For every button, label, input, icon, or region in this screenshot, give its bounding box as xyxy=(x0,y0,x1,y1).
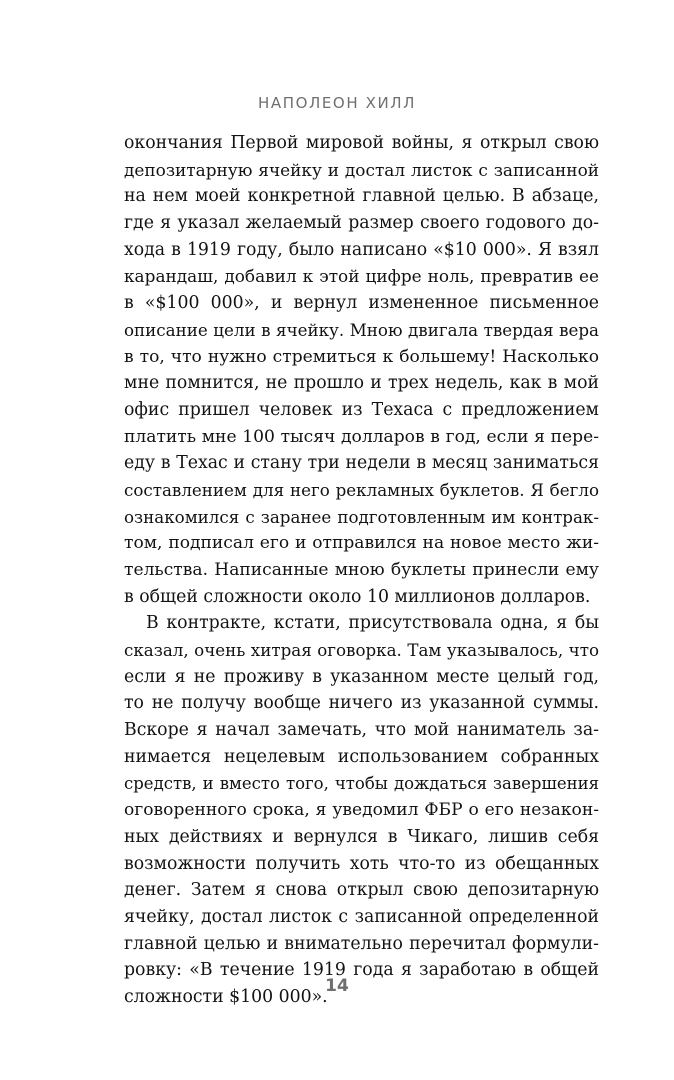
running-head: НАПОЛЕОН ХИЛЛ xyxy=(257,94,417,112)
text-line: том, подписал его и отправился на новое место жи- xyxy=(124,533,599,554)
text-line: возможности получить хоть что-то из обещанных xyxy=(124,853,599,874)
text-line: Вскоре я начал замечать, что мой наниматель за- xyxy=(124,720,599,741)
paragraph-2 xyxy=(124,610,599,1010)
text-line: в то, что нужно стремиться к большему! Насколько xyxy=(124,346,599,367)
text-line: оговоренного срока, я уведомил ФБР о его незакон- xyxy=(124,800,599,821)
text-line: карандаш, добавил к этой цифре ноль, превратив ее xyxy=(124,266,599,287)
text-line: хода в 1919 году, было написано «$10 000». Я взял xyxy=(124,239,599,260)
text-line: где я указал желаемый размер своего годового до- xyxy=(124,213,599,234)
text-line: тельства. Написанные мною буклеты принесли ему xyxy=(124,560,599,580)
text-line: составлением для него рекламных буклетов. Я бегло xyxy=(124,479,599,500)
text-line: описание цели в ячейку. Мною двигала твердая вера xyxy=(124,319,599,340)
text-line: платить мне 100 тысяч долларов в год, если я пере- xyxy=(124,426,599,447)
text-line: офис пришел человек из Техаса с предложением xyxy=(124,399,599,420)
text-line: сказал, очень хитрая оговорка. Там указывалось, что xyxy=(124,640,599,661)
text-line: еду в Техас и стану три недели в месяц заниматься xyxy=(124,453,599,474)
text-line: ровку: «В течение 1919 года я заработаю в общей xyxy=(124,960,599,981)
text-line: то не получу вообще ничего из указанной суммы. xyxy=(124,693,599,714)
text-line: ознакомился с заранее подготовленным им контрак- xyxy=(124,506,599,527)
text-line: мне помнится, не прошло и трех недель, как в мой xyxy=(124,373,599,394)
text-line: в «$100 000», и вернул измененное письменное xyxy=(124,293,599,314)
text-line: сложности $100 000». xyxy=(124,987,328,1007)
text-line: главной целью и внимательно перечитал формули- xyxy=(124,933,599,954)
text-line: на нем моей конкретной главной целью. В абзаце, xyxy=(124,186,599,207)
text-line: средств, и вместо того, чтобы дождаться завершения xyxy=(124,773,599,793)
paragraph-1 xyxy=(124,130,599,610)
text-line: окончания Первой мировой войны, я открыл свою xyxy=(124,133,599,153)
text-line: денег. Затем я снова открыл свою депозитарную xyxy=(124,880,599,901)
text-line: нимается нецелевым использованием собранных xyxy=(124,746,599,767)
text-line: В контракте, кстати, присутствовала одна, я бы xyxy=(146,613,599,634)
text-line: в общей сложности около 10 миллионов долларов. xyxy=(124,586,591,607)
body-text xyxy=(124,130,599,1011)
page-number: 14 xyxy=(325,976,349,996)
text-line: депозитарную ячейку и достал листок с записанной xyxy=(124,159,599,180)
text-line: ячейку, достал листок с записанной определенной xyxy=(124,906,599,927)
text-line: если я не проживу в указанном месте целый год, xyxy=(124,666,599,687)
text-line: ных действиях и вернулся в Чикаго, лишив себя xyxy=(124,826,599,847)
